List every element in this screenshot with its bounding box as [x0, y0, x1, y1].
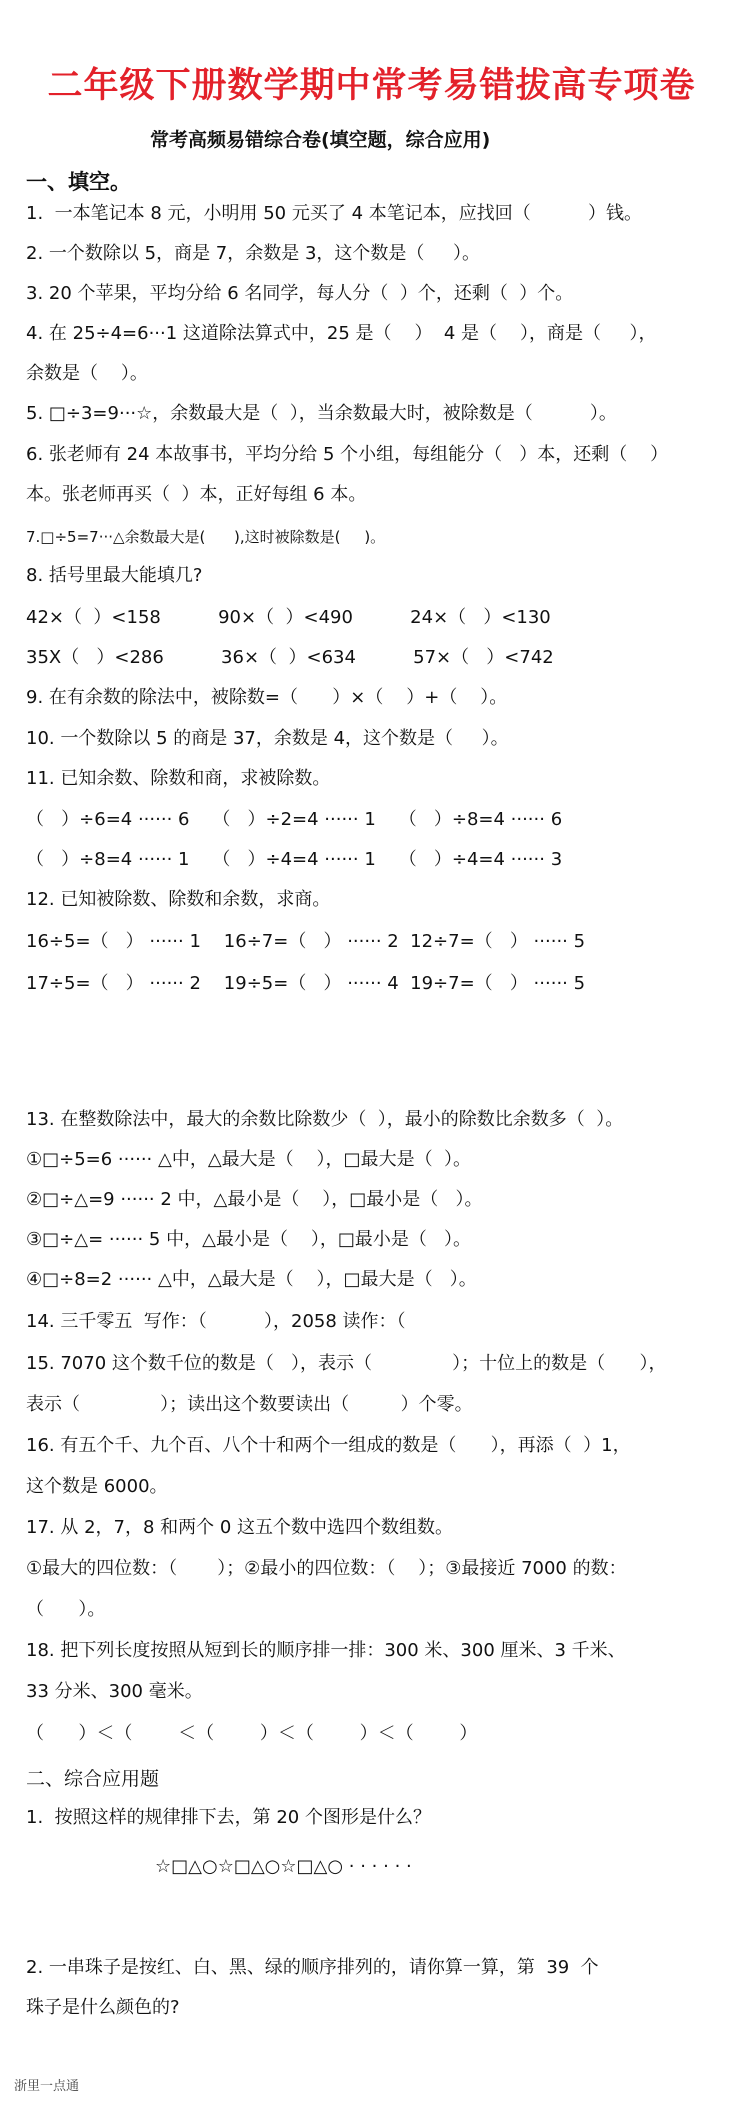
question-line: 18. 把下列长度按照从短到长的顺序排一排：300 米、300 厘米、3 千米、 [26, 1640, 626, 1661]
page-title: 二年级下册数学期中常考易错拔高专项卷 [47, 66, 696, 106]
question-line: （ ）÷6=4 ······ 6 （ ）÷2=4 ······ 1 （ ）÷8=4 ······ 6 [26, 809, 563, 830]
watermark: 浙里一点通 [14, 2079, 80, 2094]
question-line: 17. 从 2，7，8 和两个 0 这五个数中选四个数组数。 [26, 1517, 454, 1538]
question-line: 17÷5=（ ） ······ 2 19÷5=（ ） ······ 4 19÷7=（ ） ······ 5 [26, 973, 586, 994]
question-line: ①□÷5=6 ······ △中，△最大是（ ），□最大是（ ）。 [26, 1149, 472, 1170]
question-line: ②□÷△=9 ······ 2 中，△最小是（ ），□最小是（ ）。 [26, 1189, 483, 1210]
question-line: 表示（ ）；读出这个数要读出（ ）个零。 [26, 1394, 473, 1415]
question-line: 本。张老师再买（ ）本，正好每组 6 本。 [26, 484, 367, 505]
question-line: （ ）÷8=4 ······ 1 （ ）÷4=4 ······ 1 （ ）÷4=4 ······ 3 [26, 849, 563, 870]
question-line: 35X（ ）<286 36×（ ）<634 57×（ ）<742 [26, 647, 554, 668]
question-line: 2. 一个数除以 5，商是 7，余数是 3，这个数是（ ）。 [26, 243, 481, 264]
section-heading-applications: 二、综合应用题 [26, 1768, 160, 1790]
question-line: 2. 一串珠子是按红、白、黑、绿的顺序排列的，请你算一算，第 39 个 [26, 1957, 599, 1978]
question-line: 11. 已知余数、除数和商，求被除数。 [26, 768, 331, 789]
question-line: 9. 在有余数的除法中，被除数=（ ）×（ ）+（ ）。 [26, 687, 508, 708]
question-line: 14. 三千零五 写作：（ ），2058 读作：（ [26, 1311, 406, 1332]
question-line: 5. □÷3=9···☆，余数最大是（ ），当余数最大时，被除数是（ ）。 [26, 403, 617, 424]
question-line: 33 分米、300 毫米。 [26, 1681, 203, 1702]
question-line: 16÷5=（ ） ······ 1 16÷7=（ ） ······ 2 12÷7=（ ） ······ 5 [26, 931, 586, 952]
question-line: ③□÷△= ······ 5 中，△最小是（ ），□最小是（ ）。 [26, 1229, 471, 1250]
question-line: 3. 20 个苹果，平均分给 6 名同学，每人分（ ）个，还剩（ ）个。 [26, 283, 574, 304]
question-line: ①最大的四位数：（ ）；②最小的四位数：（ ）；③最接近 7000 的数： [26, 1558, 627, 1579]
section-heading-fill-blanks: 一、填空。 [26, 170, 131, 194]
question-line: 10. 一个数除以 5 的商是 37，余数是 4，这个数是（ ）。 [26, 728, 509, 749]
question-line: 13. 在整数除法中，最大的余数比除数少（ ），最小的除数比余数多（ ）。 [26, 1109, 624, 1130]
question-line: 这个数是 6000。 [26, 1476, 168, 1497]
question-line: 4. 在 25÷4=6···1 这道除法算式中，25 是（ ） 4 是（ ），商是（ ）， [26, 323, 657, 344]
question-line: 8. 括号里最大能填几? [26, 565, 203, 586]
question-line: 余数是（ ）。 [26, 363, 148, 384]
question-line: 1. 一本笔记本 8 元，小明用 50 元买了 4 本笔记本，应找回（ ）钱。 [26, 203, 642, 224]
question-line: 12. 已知被除数、除数和余数，求商。 [26, 889, 331, 910]
shape-sequence: ☆□△○☆□△○☆□△○ · · · · · · [155, 1856, 412, 1877]
question-line: 1. 按照这样的规律排下去，第 20 个图形是什么？ [26, 1807, 431, 1828]
question-line: ④□÷8=2 ······ △中，△最大是（ ），□最大是（ ）。 [26, 1269, 477, 1290]
question-line: 6. 张老师有 24 本故事书，平均分给 5 个小组，每组能分（ ）本，还剩（ ） [26, 444, 669, 465]
question-line: 珠子是什么颜色的? [26, 1997, 180, 2018]
question-line: （ ）。 [26, 1599, 106, 1620]
question-line: 42×（ ）<158 90×（ ）<490 24×（ ）<130 [26, 607, 551, 628]
page-subtitle: 常考高频易错综合卷(填空题，综合应用) [150, 129, 491, 151]
question-line: 7.□÷5=7···△余数最大是( ),这时被除数是( )。 [26, 528, 386, 546]
question-line: （ ）＜（ ＜（ ）＜（ ）＜（ ） [26, 1723, 478, 1744]
question-line: 16. 有五个千、九个百、八个十和两个一组成的数是（ ），再添（ ）1， [26, 1435, 631, 1456]
question-line: 15. 7070 这个数千位的数是（ ），表示（ ）；十位上的数是（ ）， [26, 1353, 667, 1374]
